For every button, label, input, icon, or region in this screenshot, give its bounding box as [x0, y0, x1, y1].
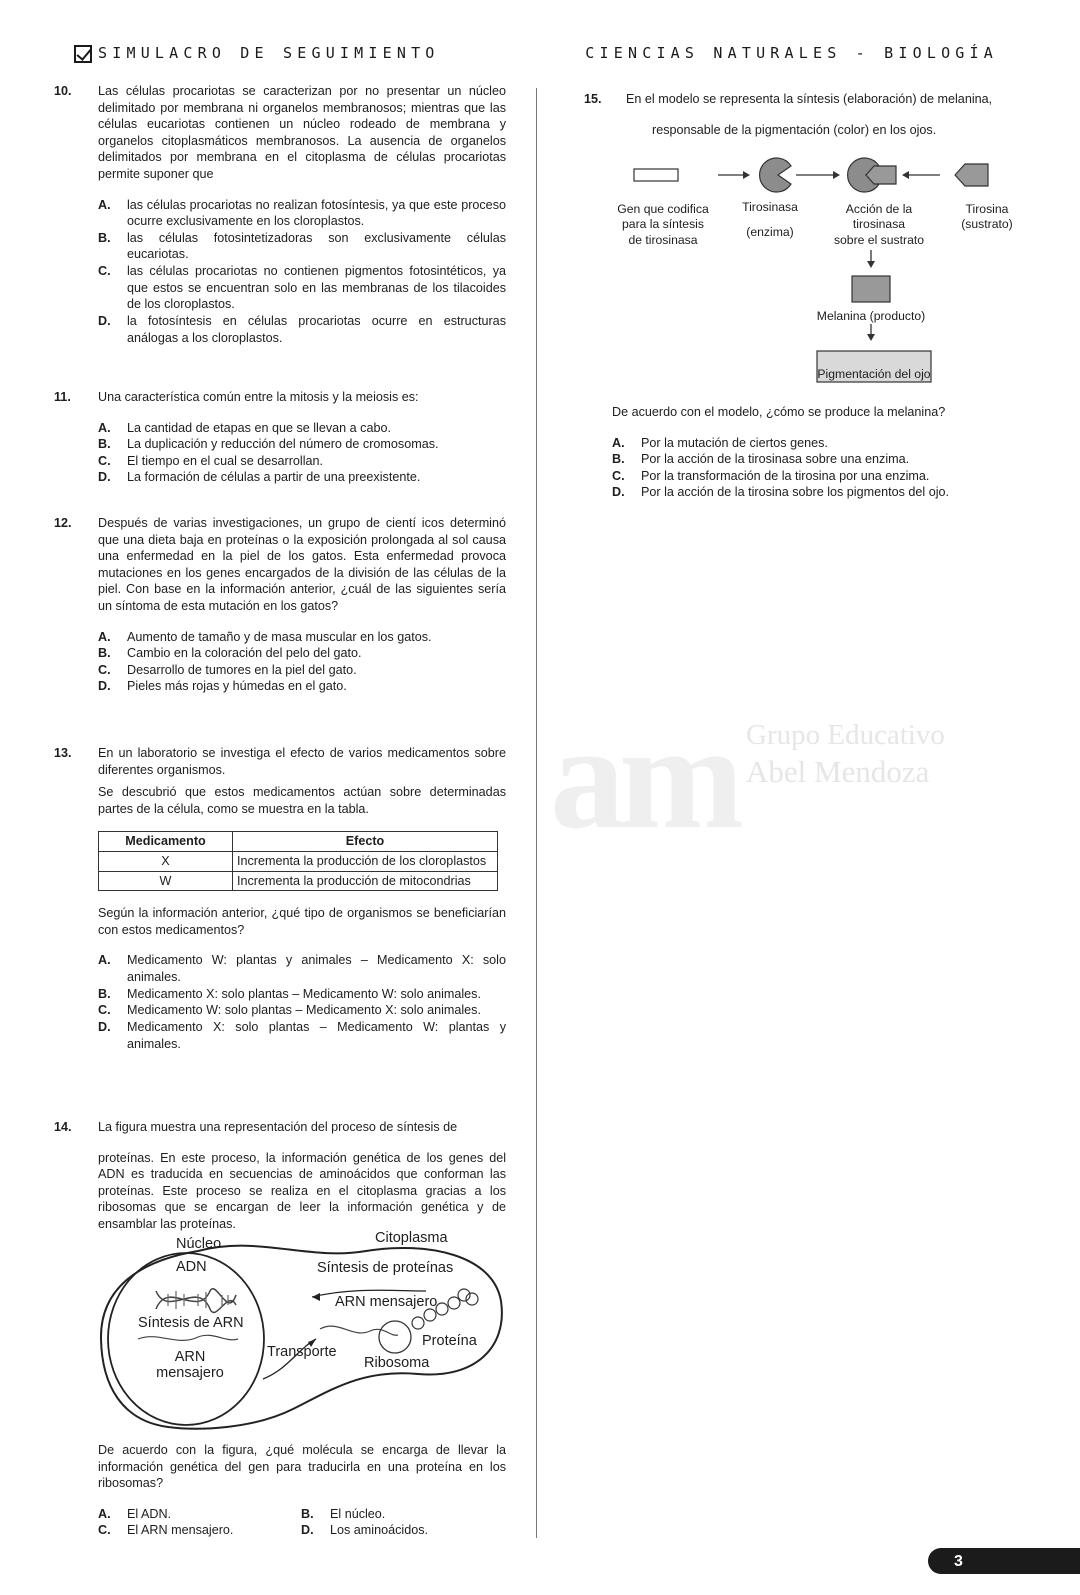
page-number-tab [928, 1548, 1080, 1574]
question-prompt: De acuerdo con la figura, ¿qué molécula se encarga de llevar la información genética del gen para traducirla en una proteína en los ribosomas? [98, 1443, 506, 1491]
option-a[interactable]: A. El ADN. [98, 1506, 172, 1521]
enzyme-label: Tirosinasa (enzima) [742, 200, 798, 240]
watermark-line2: Abel Mendoza [746, 754, 930, 789]
protein-synthesis-label: Síntesis de proteínas [317, 1260, 454, 1276]
option-a[interactable]: A. Por la mutación de ciertos genes. [612, 435, 828, 450]
page-number: 3 [954, 1553, 963, 1570]
table-header-row [99, 832, 498, 852]
question-text: Después de varias investigaciones, un grupo de cientí icos determinó que una dieta baja en proteínas o la exposición prolongada al sol causa una enfermedad en la piel de los gatos. Esta enfermedad provoca mutaciones en los genes encargados de la división de las células de la piel. Con base en la información anterior, ¿cuál de las siguientes sería un síntoma de esta mutación en los gatos? [98, 516, 506, 614]
options-grid [98, 1506, 506, 1539]
gene-label: Gen que codifica para la síntesis de tirosinasa [617, 202, 709, 247]
option-d[interactable]: D. la fotosíntesis en células procariotas ocurre en estructuras análogas a los cloroplastos. [98, 313, 506, 345]
options-list [98, 629, 506, 695]
question-intro: La figura muestra una representación del proceso de síntesis de [98, 1120, 458, 1134]
options-list [98, 952, 506, 1052]
question-10 [54, 83, 506, 346]
option-d[interactable]: D. Medicamento X: solo plantas – Medicamento W: plantas y animales. [98, 1019, 506, 1051]
column-divider [536, 88, 537, 1538]
checkbox-icon [74, 45, 92, 63]
option-c[interactable]: C. El ARN mensajero. [98, 1523, 234, 1538]
ribosome-icon [379, 1321, 411, 1353]
option-b[interactable]: B. Por la acción de la tirosinasa sobre una enzima. [612, 452, 910, 467]
question-intro: En el modelo se representa la síntesis (elaboración) de melanina, [626, 92, 993, 106]
option-b[interactable]: B. El núcleo. [301, 1506, 386, 1521]
table-cell: Incrementa la producción de mitocondrias [233, 871, 498, 891]
watermark-line1: Grupo Educativo [746, 719, 945, 751]
question-context: Se descubrió que estos medicamentos actúan sobre determinadas partes de la célula, como se muestra en la tabla. [98, 785, 506, 816]
nucleus-label: Núcleo [176, 1236, 222, 1252]
question-prompt: Según la información anterior, ¿qué tipo de organismos se beneficiarían con estos medicamentos? [98, 906, 506, 937]
question-context: proteínas. En este proceso, la información genética de los genes del ADN es traducida en secuencias de aminoácidos que conforman las proteínas. Este proceso se realiza en el citoplasma gracias a los ribosomas que se encargan de leer la información genética y de ensamblar las proteínas. [98, 1150, 506, 1232]
option-c[interactable]: C. Por la transformación de la tirosina por una enzima. [612, 468, 930, 483]
options-list [98, 197, 506, 346]
question-number: 15. [584, 92, 602, 106]
question-number: 11. [54, 390, 71, 404]
question-13 [54, 745, 506, 1052]
watermark [550, 694, 960, 860]
melanin-label: Melanina (producto) [816, 309, 926, 323]
question-14 [54, 1119, 506, 1233]
medication-table [98, 831, 498, 891]
question-context: responsable de la pigmentación (color) en los ojos. [652, 122, 937, 137]
transport-label: Transporte [267, 1344, 337, 1360]
melanin-product-icon [852, 276, 890, 302]
question-text [98, 745, 506, 817]
option-c[interactable]: C. Desarrollo de tumores en la piel del gato. [98, 662, 357, 677]
question-number: 13. [54, 746, 72, 760]
option-b[interactable]: B. Cambio en la coloración del pelo del gato. [98, 646, 362, 661]
arrow-head-icon [867, 334, 875, 341]
nucleus-membrane [108, 1253, 264, 1425]
options-list [98, 420, 506, 486]
question-number: 10. [54, 84, 72, 98]
protein-synthesis-figure [98, 1230, 508, 1434]
question-intro: En un laboratorio se investiga el efecto de varios medicamentos sobre diferentes organismos. [98, 746, 506, 777]
table-row [99, 852, 498, 872]
option-d[interactable]: D. Por la acción de la tirosina sobre los pigmentos del ojo. [612, 485, 950, 500]
question-prompt: De acuerdo con el modelo, ¿cómo se produce la melanina? [612, 405, 946, 419]
question-12 [54, 515, 506, 695]
question-number: 12. [54, 516, 72, 530]
protein-label: Proteína [422, 1333, 477, 1349]
question-11 [54, 389, 506, 486]
dna-helix-icon [156, 1289, 236, 1313]
header-left-title: SIMULACRO DE SEGUIMIENTO [98, 44, 440, 62]
option-d[interactable]: D. La formación de células a partir de una preexistente. [98, 470, 421, 485]
arrow-head-icon [833, 171, 840, 179]
mrna-label-line2: mensajero [156, 1365, 224, 1381]
option-a[interactable]: A. las células procariotas no realizan fotosíntesis, ya que este proceso ocurre exclusivamente en los cloroplastos. [98, 197, 506, 229]
option-a[interactable]: A. Aumento de tamaño y de masa muscular en los gatos. [98, 629, 432, 644]
watermark-logo: am [550, 694, 738, 860]
mrna-label-line1: ARN [174, 1349, 206, 1365]
table-cell: W [99, 871, 233, 891]
mrna-cytoplasm-label: ARN mensajero [335, 1294, 438, 1310]
rna-synthesis-label: Síntesis de ARN [138, 1315, 244, 1331]
question-number: 14. [54, 1120, 72, 1134]
gene-icon [634, 169, 678, 181]
option-b[interactable]: B. La duplicación y reducción del número de cromosomas. [98, 437, 439, 452]
option-d[interactable]: D. Pieles más rojas y húmedas en el gato. [98, 679, 347, 694]
cytoplasm-label: Citoplasma [375, 1230, 448, 1246]
question-text: Las células procariotas se caracterizan por no presentar un núcleo delimitado por membrana ni organelos membranosos; mientras que las células eucariotas contienen un núcleo rodeado de membrana y organelos citoplasmáticos membranosos. La ausencia de organelos delimitados por membrana en el citoplasma de células procariotas permite suponer que [98, 84, 506, 182]
melanin-model-diagram [600, 150, 1040, 390]
question-14-prompt [54, 1442, 506, 1539]
option-c[interactable]: C. El tiempo en el cual se desarrollan. [98, 453, 324, 468]
table-cell: Incrementa la producción de los cloroplastos [233, 852, 498, 872]
tyrosine-substrate-icon [955, 164, 988, 186]
mrna-strand-cytoplasm [320, 1326, 398, 1335]
action-label: Acción de la tirosinasa sobre el sustrato [833, 202, 925, 247]
options-list [612, 435, 1042, 501]
option-b[interactable]: B. Medicamento X: solo plantas – Medicamento W: solo animales. [98, 986, 481, 1001]
option-d[interactable]: D. Los aminoácidos. [301, 1523, 429, 1538]
question-15 [584, 91, 1044, 138]
tyrosinase-enzyme-icon [760, 158, 791, 192]
option-c[interactable]: C. las células procariotas no contienen pigmentos fotosintéticos, ya que estos se encuentran solo en las membranas de los tilacoides de los cloroplastos. [98, 264, 506, 312]
table-header: Efecto [233, 832, 498, 852]
option-a[interactable]: A. La cantidad de etapas en que se llevan a cabo. [98, 420, 391, 435]
question-15-prompt [612, 404, 1042, 501]
option-b[interactable]: B. las células fotosintetizadoras son exclusivamente células eucariotas. [98, 230, 506, 262]
table-cell: X [99, 852, 233, 872]
header-right-title: CIENCIAS NATURALES - BIOLOGÍA [585, 44, 998, 62]
arrow-head-icon [867, 261, 875, 268]
dna-label: ADN [176, 1259, 207, 1275]
table-header: Medicamento [99, 832, 233, 852]
eye-pigmentation-label: Pigmentación del ojo [817, 367, 931, 381]
header-left [74, 44, 440, 64]
mrna-strand-nucleus [138, 1335, 238, 1340]
ribosome-label: Ribosoma [364, 1355, 430, 1371]
arrow-head-icon [902, 171, 909, 179]
table-row [99, 871, 498, 891]
option-a[interactable]: A. Medicamento W: plantas y animales – Medicamento X: solo animales. [98, 953, 506, 985]
option-c[interactable]: C. Medicamento W: solo plantas – Medicamento X: solo animales. [98, 1003, 481, 1018]
question-text: Una característica común entre la mitosis y la meiosis es: [98, 390, 419, 404]
arrow-head-icon [743, 171, 750, 179]
substrate-label: Tirosina (sustrato) [961, 202, 1013, 232]
arrow-head-icon [312, 1293, 320, 1301]
